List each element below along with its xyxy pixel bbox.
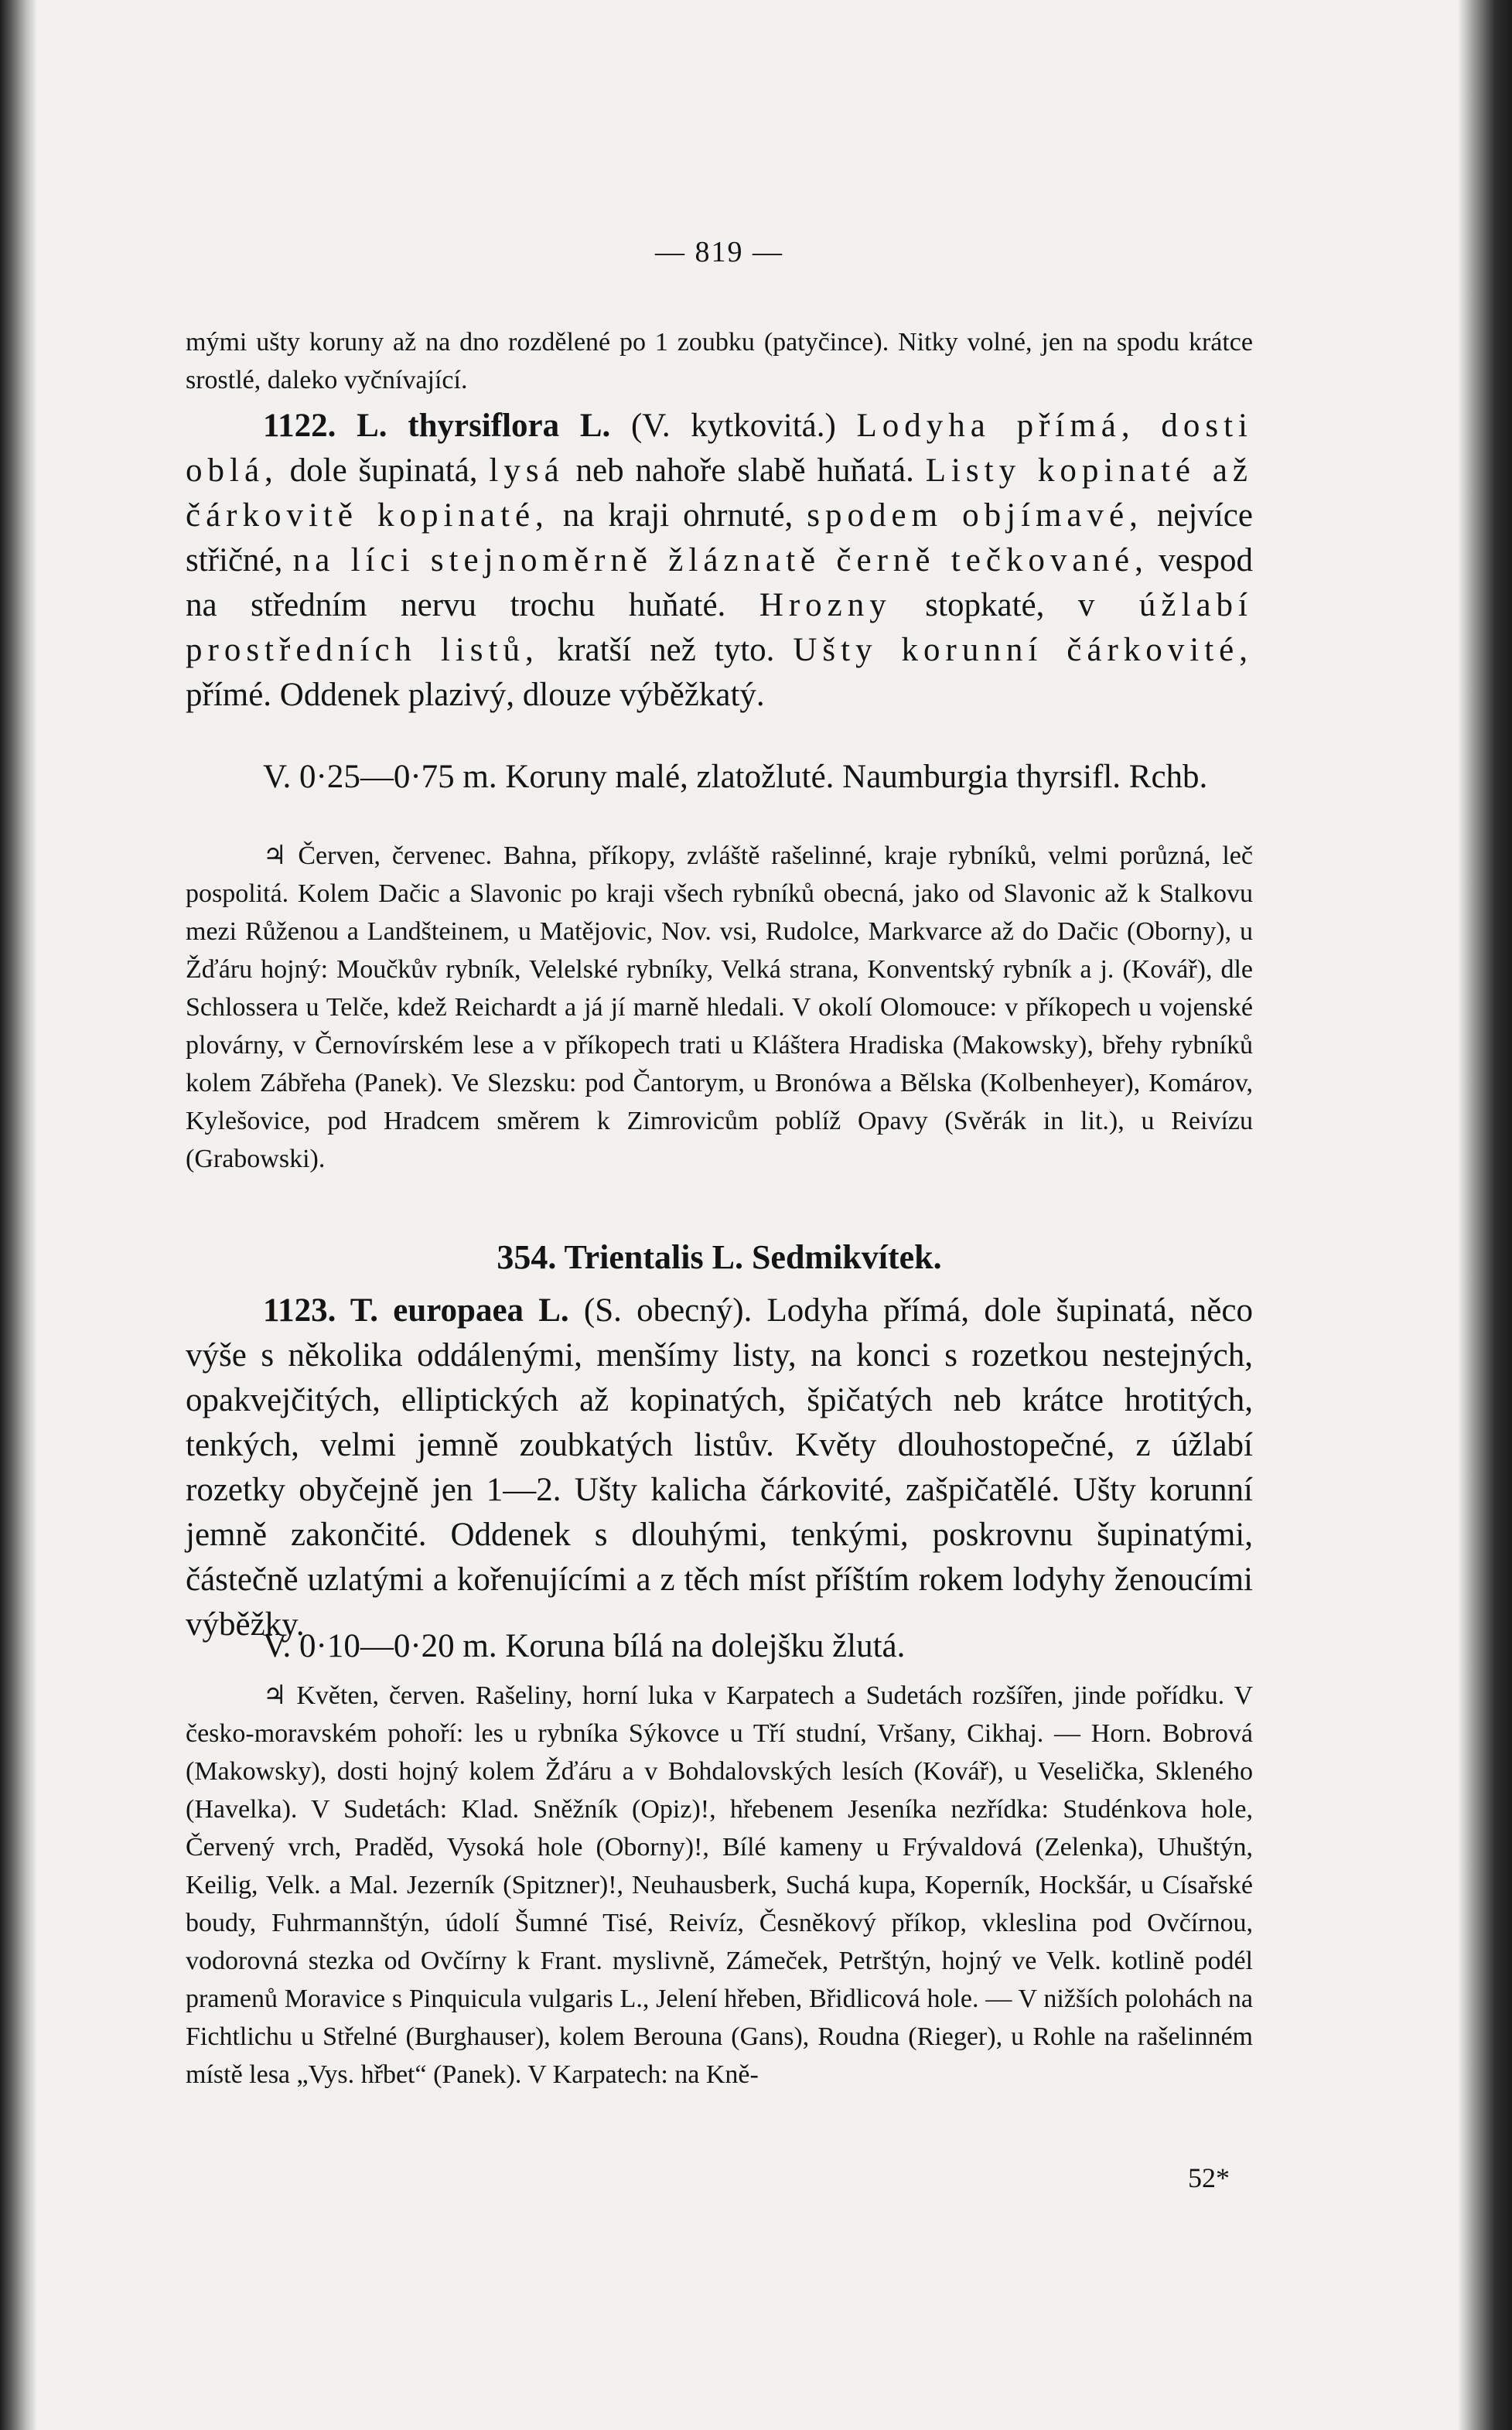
species-1122-text-1: dole šupinatá, (278, 452, 490, 489)
species-1122-size (186, 755, 1253, 800)
species-1122-number: 1122. L. thyrsiflora L. (263, 408, 611, 444)
scan-edge-right (1458, 0, 1512, 2430)
species-1123-description (186, 1288, 1253, 1647)
species-1122-diag-4: spodem objímavé, (807, 497, 1143, 534)
species-1123-number: 1123. T. europaea L. (263, 1292, 569, 1329)
printer-signature: 52* (1188, 2162, 1230, 2193)
species-1122-locality (186, 837, 1253, 1178)
species-1122-diag-2: lysá (489, 452, 565, 489)
species-1122-diag-6: Hrozny (759, 587, 892, 623)
species-1122-diag-3: Listy kopinaté až čárkovitě kopinaté, (186, 452, 1253, 534)
genus-354-heading: 354. Trientalis L. Sedmikvítek. (497, 1238, 942, 1276)
intro-text: mými ušty koruny až na dno rozdělené po 1 zoubku (patyčince). Nitky volné, jen na spodu krátce srostlé, daleko vyčnívající. (186, 328, 1253, 394)
species-1122-diag-7: v úžlabí prostředních listů, (186, 587, 1253, 668)
species-1123-size-text: V. 0·10—0·20 m. Koruna bílá na dolejšku žlutá. (263, 1628, 906, 1664)
scan-edge-left (0, 0, 37, 2430)
species-1122-text-4: nejvíce střičné, (186, 497, 1253, 578)
species-1123-text: (S. obecný). Lodyha přímá, dole šupinatá, něco výše s několika oddálenými, menšímy listy, na konci s rozetkou nestejných, opakvejčitých, elliptických až kopinatých, špičatých neb krátce hrotitých, tenkých, velmi jemně zoubkatých listův. Květy dlouhostopečné, z úžlabí rozetky obyčejně jen 1—2. Ušty kalicha čárkovité, zašpičatělé. Ušty korunní jemně zakončité. Oddenek s dlouhými, tenkými, poskrovnu šupinatými, částečně uzlatými a kořenujícími a z těch míst příštím rokem lodyhy ženoucími výběžky. (186, 1292, 1253, 1643)
species-1122-diag-5: na líci stejnoměrně žláznatě černě tečkované, (292, 542, 1149, 578)
document-page (186, 0, 1253, 2430)
species-1123-locality (186, 1677, 1253, 2094)
species-1122-text-8: přímé. Oddenek plazivý, dlouze výběžkatý. (186, 677, 765, 713)
species-1123-size (186, 1624, 1253, 1669)
species-1122-text-5: vespod na středním nervu trochu huňaté. (186, 542, 1253, 623)
species-1122-description (186, 404, 1253, 718)
species-1122-czech-name: (V. kytkovitá.) (610, 408, 857, 444)
species-1122-text-3: na kraji ohrnuté, (548, 497, 807, 534)
species-1122-size-text: V. 0·25—0·75 m. Koruny malé, zlatožluté. Naumburgia thyrsifl. Rchb. (263, 759, 1208, 795)
species-1122-text-6: stopkaté, (891, 587, 1078, 623)
page-number: — 819 — (655, 236, 783, 268)
species-1122-text-7: kratší než tyto. (538, 632, 794, 668)
intro-paragraph (186, 323, 1253, 399)
species-1122-diag-1: Lodyha přímá, dosti oblá, (186, 408, 1253, 489)
species-1122-diag-8: Ušty korunní čárkovité, (793, 632, 1253, 668)
species-1122-text-2: neb nahoře slabě huňatá. (564, 452, 926, 489)
species-1123-locality-text: ♃ Květen, červen. Rašeliny, horní luka v Karpatech a Sudetách rozšířen, jinde pořídku. V česko-moravském pohoří: les u rybníka Sýkovce u Tří studní, Vršany, Cikhaj. — Horn. Bobrová (Makowsky), dosti hojný kolem Žďáru a v Bohdalovských lesích (Kovář), u Veselička, Skleného (Havelka). V Sudetách: Klad. Sněžník (Opiz)!, hřebenem Jeseníka nezřídka: Studénkova hole, Červený vrch, Praděd, Vysoká hole (Oborny)!, Bílé kameny u Frývaldová (Zelenka), Uhuštýn, Keilig, Velk. a Mal. Jezerník (Spitzner)!, Neuhausberk, Suchá kupa, Koperník, Hockšár, u Císařské boudy, Fuhrmannštýn, údolí Šumné Tisé, Reivíz, Česněkový příkop, vkleslina pod Ovčírnou, vodorovná stezka od Ovčírny k Frant. myslivně, Zámeček, Petrštýn, hojný ve Velk. kotlině podél pramenů Moravice s Pinquicula vulgaris L., Jelení hřeben, Břidlicová hole. — V nižších polohách na Fichtlichu u Střelné (Burghauser), kolem Berouna (Gans), Roudna (Rieger), u Rohle na rašelinném místě lesa „Vys. hřbet“ (Panek). V Karpatech: na Kně- (186, 1681, 1253, 2089)
species-1122-locality-text: ♃ Červen, červenec. Bahna, příkopy, zvláště rašelinné, kraje rybníků, velmi porůzná, leč pospolitá. Kolem Dačic a Slavonic po kraji všech rybníků obecná, jako od Slavonic až k Stalkovu mezi Růženou a Landšteinem, u Matějovic, Nov. vsi, Rudolce, Markvarce až do Dačic (Oborny), u Žďáru hojný: Moučkův rybník, Velelské rybníky, Velká strana, Konventský rybník a j. (Kovář), dle Schlossera u Telče, kdež Reichardt a já jí marně hledali. V okolí Olomouce: v příkopech u vojenské plovárny, v Černovírském lese a v příkopech trati u Kláštera Hradiska (Makowsky), břehy rybníků kolem Zábřeha (Panek). Ve Slezsku: pod Čantorym, u Bronówa a Bělska (Kolbenheyer), Komárov, Kylešovice, pod Hradcem směrem k Zimrovicům poblíž Opavy (Svěrák in lit.), u Reivízu (Grabowski). (186, 841, 1253, 1173)
